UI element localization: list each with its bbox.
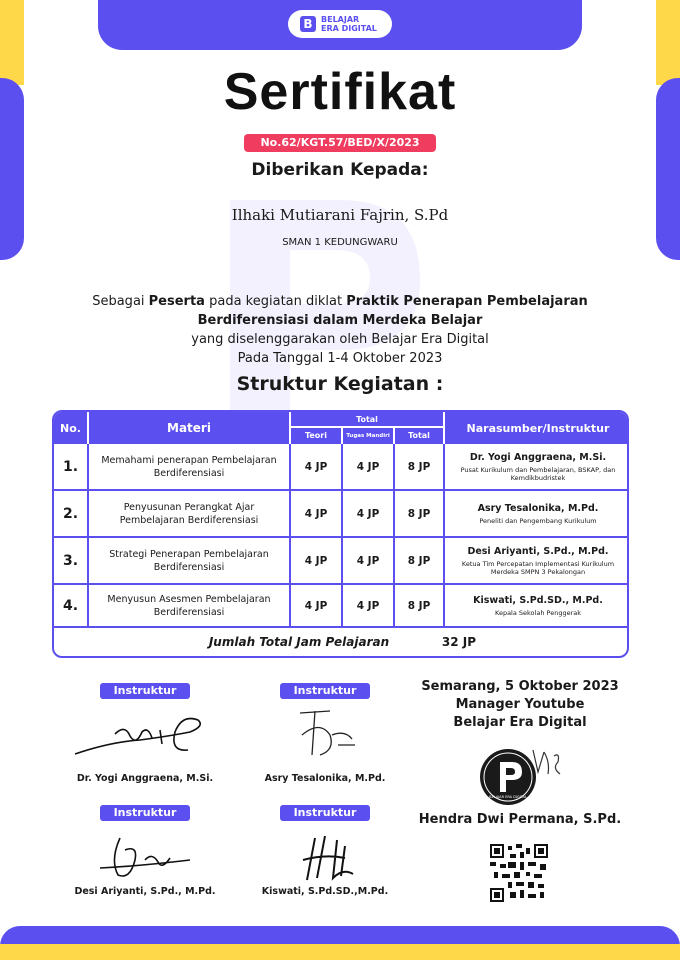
header-divider — [393, 427, 395, 444]
header-narasumber: Narasumber/Instruktur — [445, 412, 629, 444]
structure-heading: Struktur Kegiatan : — [236, 373, 444, 395]
row-narasumber — [449, 585, 627, 626]
signature-asry — [290, 705, 360, 765]
row-number: 4. — [62, 597, 79, 614]
header-total: Total — [395, 427, 443, 444]
bottom-banner — [0, 926, 680, 946]
row-teori: 4 JP — [304, 460, 328, 473]
description-main: Sebagai Peserta pada kegiatan diklat Praktik Penerapan Pembelajaran Berdiferensiasi dalam Merdeka Belajar — [92, 294, 588, 328]
row-total: 8 JP — [407, 507, 431, 520]
row-materi: Menyusun Asesmen Pembelajaran Berdiferensiasi — [107, 593, 271, 618]
instructor-name: Asry Tesalonika, M.Pd. — [264, 773, 386, 784]
row-total: 8 JP — [407, 554, 431, 567]
official-stamp-icon — [478, 742, 568, 812]
recipient-school: SMAN 1 KEDUNGWARU — [282, 237, 398, 248]
recipient-name: Ilhaki Mutiarani Fajrin, S.Pd — [231, 206, 449, 224]
activity-table — [52, 410, 629, 658]
signature-kiswati — [295, 828, 365, 888]
speaker-role: Peneliti dan Pengembang Kurikulum — [479, 516, 597, 525]
header-tugas-mandiri: Tugas Mandiri — [343, 427, 393, 444]
header-divider — [291, 426, 443, 428]
row-tugas: 4 JP — [356, 507, 380, 520]
column-divider — [87, 444, 89, 626]
speaker-role: Pusat Kurikulum dan Pembelajaran, BSKAP, dan Kemdikbudristek — [460, 465, 616, 482]
bottom-accent-strip — [0, 944, 680, 960]
header-materi: Materi — [89, 412, 289, 444]
logo-mark-icon: B — [300, 16, 316, 32]
row-materi: Strategi Penerapan Pembelajaran Berdiferensiasi — [109, 548, 269, 573]
row-teori: 4 JP — [304, 599, 328, 612]
row-number: 1. — [62, 458, 79, 475]
manager-block — [415, 678, 625, 732]
row-narasumber — [449, 491, 627, 536]
description-organizer: yang diselenggarakan oleh Belajar Era Digital — [191, 332, 489, 347]
row-tugas: 4 JP — [356, 599, 380, 612]
row-materi: Penyusunan Perangkat Ajar Pembelajaran Berdiferensiasi — [119, 501, 259, 526]
row-narasumber — [449, 444, 627, 489]
certificate-number: No.62/KGT.57/BED/X/2023 — [244, 134, 436, 152]
total-hours-label: Jumlah Total Jam Pelajaran — [208, 635, 390, 649]
instructor-name: Desi Ariyanti, S.Pd., M.Pd. — [74, 886, 216, 897]
instructor-badge: Instruktur — [100, 683, 190, 699]
instructor-badge: Instruktur — [280, 805, 370, 821]
logo-text: BELAJAR ERA DIGITAL — [321, 15, 377, 33]
instructor-name: Dr. Yogi Anggraena, M.Si. — [76, 773, 214, 784]
instructor-badge: Instruktur — [100, 805, 190, 821]
row-total: 8 JP — [407, 460, 431, 473]
header-teori: Teori — [291, 427, 341, 444]
header-divider — [341, 427, 343, 444]
row-narasumber — [449, 538, 627, 583]
speaker-role: Ketua Tim Percepatan Implementasi Kurikulum Merdeka SMPN 3 Pekalongan — [461, 559, 615, 576]
row-tugas: 4 JP — [356, 460, 380, 473]
row-teori: 4 JP — [304, 507, 328, 520]
manager-name: Hendra Dwi Permana, S.Pd. — [418, 812, 622, 827]
place-date: Semarang, 5 Oktober 2023 — [421, 679, 619, 694]
signature-yogi — [70, 712, 210, 762]
row-total: 8 JP — [407, 599, 431, 612]
row-number: 3. — [62, 552, 79, 569]
given-to-label: Diberikan Kepada: — [251, 160, 429, 180]
qr-code-icon — [490, 844, 548, 902]
instructor-badge: Instruktur — [280, 683, 370, 699]
row-teori: 4 JP — [304, 554, 328, 567]
total-hours-value: 32 JP — [441, 635, 477, 649]
signature-desi — [90, 830, 200, 885]
certificate-description — [70, 292, 610, 368]
speaker-name: Dr. Yogi Anggraena, M.Si. — [469, 451, 607, 463]
speaker-name: Desi Ariyanti, S.Pd., M.Pd. — [467, 545, 609, 557]
header-no: No. — [54, 412, 87, 444]
instructor-name: Kiswati, S.Pd.SD.,M.Pd. — [261, 886, 389, 897]
speaker-name: Kiswati, S.Pd.SD., M.Pd. — [473, 594, 603, 606]
speaker-name: Asry Tesalonika, M.Pd. — [477, 502, 599, 514]
row-tugas: 4 JP — [356, 554, 380, 567]
brand-logo — [288, 10, 392, 38]
header-total-group: Total — [291, 412, 443, 426]
row-materi: Memahami penerapan Pembelajaran Berdiferensiasi — [101, 454, 277, 479]
speaker-role: Kepala Sekolah Penggerak — [495, 608, 581, 617]
certificate-title: Sertifikat — [223, 63, 457, 121]
organization-name: Belajar Era Digital — [453, 715, 587, 730]
stamp-text: BELAJAR ERA DIGITAL — [489, 795, 527, 799]
row-number: 2. — [62, 505, 79, 522]
description-date: Pada Tanggal 1-4 Oktober 2023 — [237, 351, 443, 366]
manager-position: Manager Youtube — [455, 697, 585, 712]
column-divider — [443, 444, 445, 626]
